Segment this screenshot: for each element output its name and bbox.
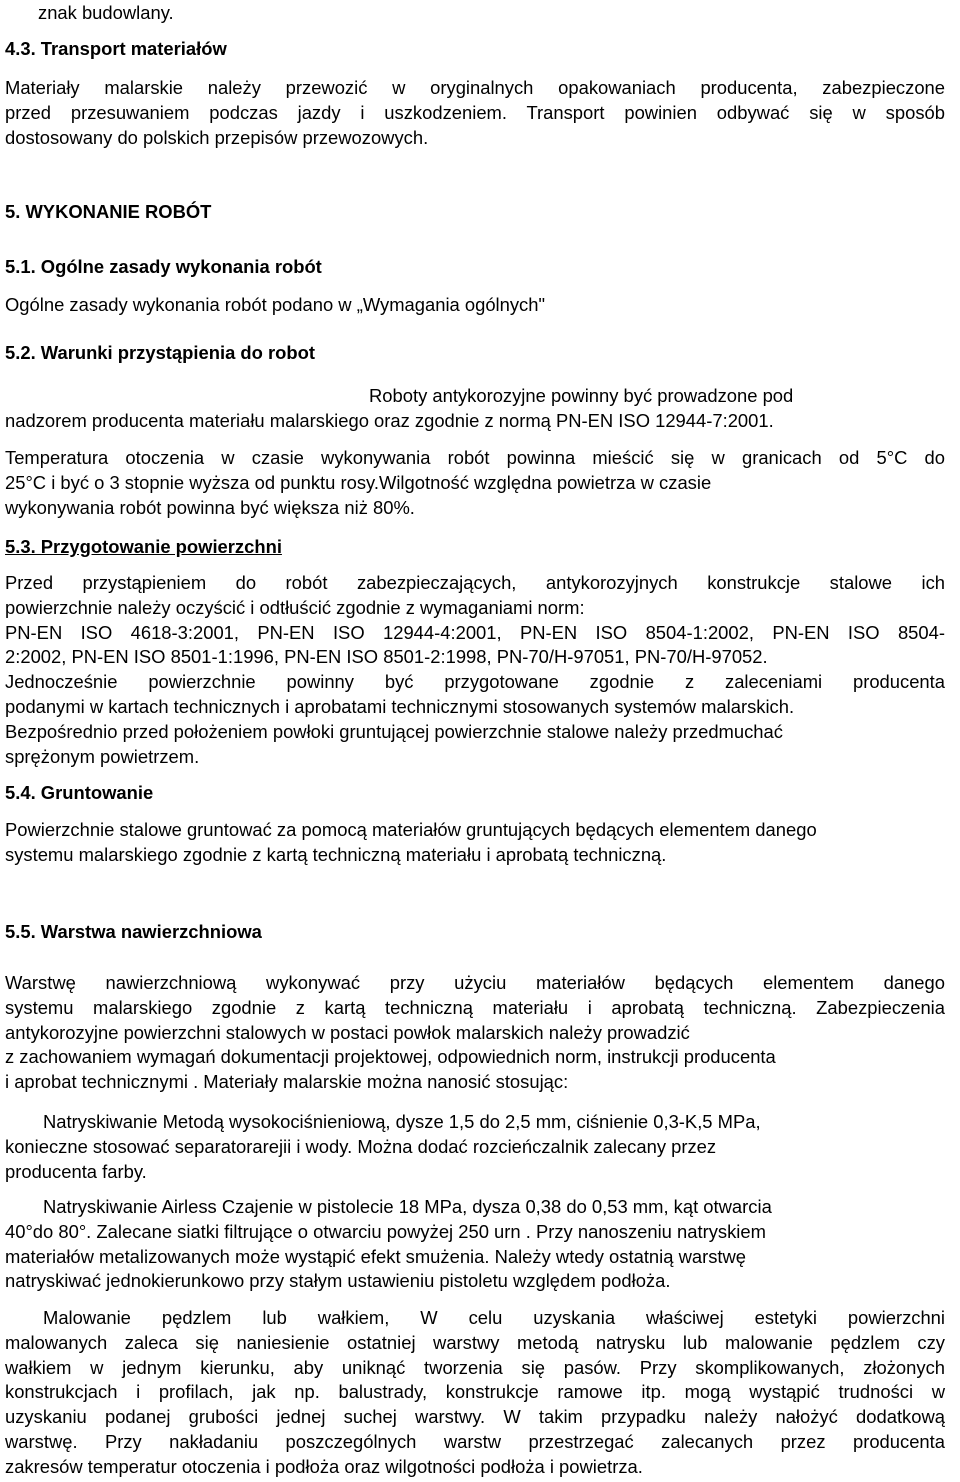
text-line: systemu malarskiego zgodnie z kartą techniczną materiału i aprobatą techniczną. Zabezpieczenia	[5, 996, 945, 1018]
text-line: nadzorem producenta materiału malarskiego oraz zgodnie z normą PN-EN ISO 12944-7:2001.	[5, 409, 774, 431]
paragraph-top-coat	[5, 971, 945, 1095]
text-line: Natryskiwanie Airless Czajenie w pistolecie 18 MPa, dysza 0,38 do 0,53 mm, kąt otwarcia	[43, 1196, 772, 1217]
text-line: Natryskiwanie Metodą wysokociśnieniową, dysze 1,5 do 2,5 mm, ciśnienie 0,3-K,5 MPa,	[43, 1111, 761, 1132]
text-line: 25°C i być o 3 stopnie wyższa od punktu rosy.Wilgotność względna powietrza w czasie	[5, 471, 712, 493]
text-line: sprężonym powietrzem.	[5, 745, 200, 767]
text-line: i aprobat technicznymi . Materiały malarskie można nanosić stosując:	[5, 1071, 569, 1093]
heading-5: 5. WYKONANIE ROBÓT	[5, 201, 212, 222]
text-line: Materiały malarskie należy przewozić w oryginalnych opakowaniach producenta, zabezpieczone	[5, 77, 945, 98]
text-line: Roboty antykorozyjne powinny być prowadzone pod	[369, 385, 794, 406]
text-line: materiałów metalizowanych może wystąpić efekt smużenia. Należy wtedy ostatnią warstwę	[5, 1245, 747, 1267]
text-line: producenta farby.	[5, 1160, 147, 1182]
text-line: Bezpośrednio przed położeniem powłoki gruntującej powierzchnie stalowe należy przedmuchać	[5, 720, 783, 742]
paragraph-priming	[5, 818, 945, 868]
paragraph-surface-preparation	[5, 571, 945, 769]
paragraph-transport	[5, 76, 945, 150]
top-fragment-text: znak budowlany.	[38, 2, 174, 23]
heading-5-1: 5.1. Ogólne zasady wykonania robót	[5, 256, 322, 277]
text-line: 2:2002, PN-EN ISO 8501-1:1996, PN-EN ISO 8501-2:1998, PN-70/H-97051, PN-70/H-97052.	[5, 646, 768, 668]
heading-5-3	[5, 535, 945, 560]
text-line: wykonywania robót powinna być większa niż 80%.	[5, 496, 415, 518]
paragraph-temperature	[5, 446, 945, 520]
text-line: Powierzchnie stalowe gruntować za pomocą materiałów gruntujących będących elementem danego	[5, 819, 817, 840]
text-line: natryskiwać jednokierunkowo przy stałym ustawieniu pistoletu względem podłoża.	[5, 1270, 671, 1292]
text-line: konieczne stosować separatorarejii i wody. Można dodać rozcieńczalnik zalecany przez	[5, 1135, 717, 1157]
heading-5-5: 5.5. Warstwa nawierzchniowa	[5, 921, 262, 942]
paragraph-airless-spraying	[5, 1195, 945, 1294]
text-line: warstwę. Przy nakładaniu poszczególnych warstw przestrzegać zalecanych przez producenta	[5, 1430, 945, 1452]
text-line: systemu malarskiego zgodnie z kartą techniczną materiału i aprobatą techniczną.	[5, 843, 667, 865]
heading-5-4: 5.4. Gruntowanie	[5, 782, 154, 803]
text-line: Jednocześnie powierzchnie powinny być przygotowane zgodnie z zaleceniami producenta	[5, 671, 945, 693]
heading-5-2: 5.2. Warunki przystąpienia do robot	[5, 342, 315, 363]
text-line: Warstwę nawierzchniową wykonywać przy użyciu materiałów będących elementem danego	[5, 972, 945, 993]
text-line: Temperatura otoczenia w czasie wykonywania robót powinna mieścić się w granicach od 5°C do	[5, 447, 945, 468]
heading-4-3: 4.3. Transport materiałów	[5, 38, 227, 59]
text-line: konstrukcjach i profilach, jak np. balustrady, konstrukcje ramowe itp. mogą wystąpić trudności w	[5, 1381, 945, 1403]
text-line: antykorozyjne powierzchni stalowych w postaci powłok malarskich należy prowadzić	[5, 1021, 690, 1043]
paragraph-brush-roller	[5, 1306, 945, 1480]
paragraph-conditions	[5, 384, 945, 434]
text-line: przed przesuwaniem podczas jazdy i uszkodzeniem. Transport powinien odbywać się w sposób	[5, 101, 945, 123]
text-line: Malowanie pędzlem lub wałkiem, W celu uzyskania właściwej estetyki powierzchni	[43, 1307, 945, 1328]
text-line: Przed przystąpieniem do robót zabezpieczających, antykorozyjnych konstrukcje stalowe ich	[5, 572, 945, 593]
text-line: z zachowaniem wymagań dokumentacji projektowej, odpowiednich norm, instrukcji producenta	[5, 1046, 776, 1068]
paragraph-general-rules: Ogólne zasady wykonania robót podano w „Wymagania ogólnych"	[5, 294, 546, 315]
text-line: dostosowany do polskich przepisów przewozowych.	[5, 126, 429, 148]
text-line: wałkiem w jednym kierunku, aby uniknąć tworzenia się pasów. Przy skomplikowanych, złożonych	[5, 1356, 945, 1378]
text-line: malowanych zaleca się naniesienie ostatniej warstwy metodą natrysku lub malowanie pędzlem czy	[5, 1331, 945, 1353]
text-line: zakresów temperatur otoczenia i podłoża oraz wilgotności podłoża i powietrza.	[5, 1455, 643, 1477]
top-fragment	[38, 1, 960, 26]
text-line: uzyskaniu podanej grubości jednej suchej warstwy. W takim przypadku należy nałożyć dodatkową	[5, 1406, 945, 1428]
heading-5-3-text: 5.3. Przygotowanie powierzchni	[5, 536, 282, 557]
text-line: 40°do 80°. Zalecane siatki filtrujące o otwarciu powyżej 250 urn . Przy nanoszeniu natryskiem	[5, 1220, 766, 1242]
text-line: PN-EN ISO 4618-3:2001, PN-EN ISO 12944-4:2001, PN-EN ISO 8504-1:2002, PN-EN ISO 8504-	[5, 621, 945, 643]
text-line: powierzchnie należy oczyścić i odtłuścić zgodnie z wymaganiami norm:	[5, 596, 585, 618]
paragraph-high-pressure-spraying	[5, 1110, 945, 1184]
text-line: podanymi w kartach technicznych i aprobatami technicznymi stosowanych systemów malarskich.	[5, 695, 795, 717]
